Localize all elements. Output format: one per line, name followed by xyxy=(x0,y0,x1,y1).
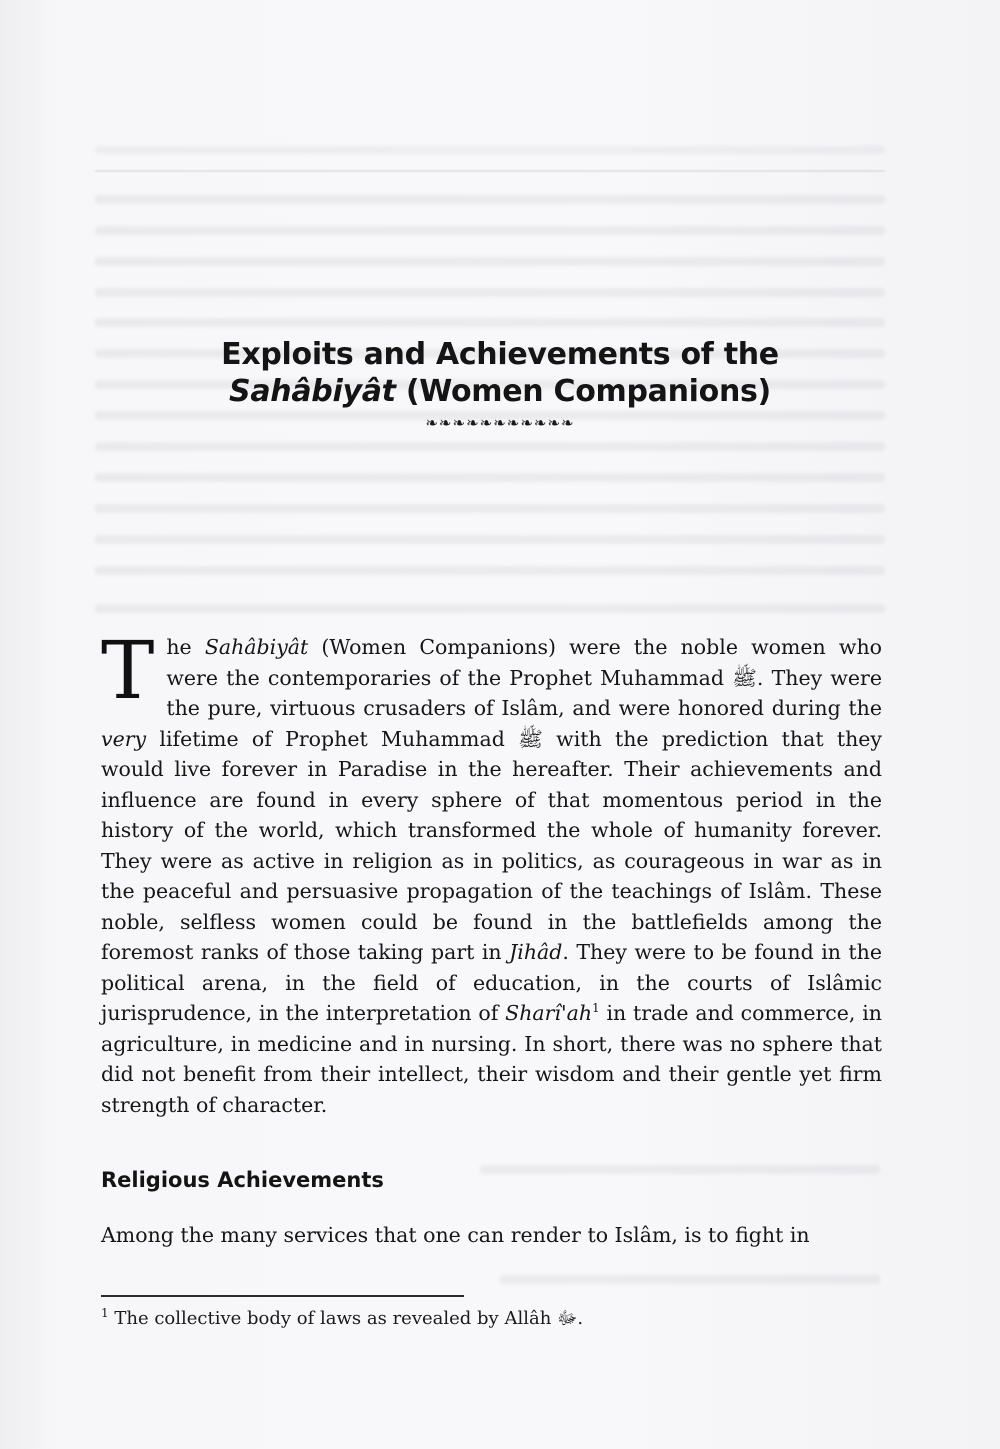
footnote-marker: 1 xyxy=(101,1306,109,1320)
intro-term-sahabiyat: Sahâbiyât xyxy=(204,635,309,659)
bleed-through-line xyxy=(95,473,885,482)
bleed-through-line xyxy=(95,604,885,613)
bleed-through-line xyxy=(500,1275,880,1284)
title-ornament: ❧❧❧❧❧❧❧❧❧❧❧ xyxy=(425,414,575,432)
bleed-through-rule xyxy=(95,170,885,172)
footnote xyxy=(101,1306,882,1332)
bleed-through-line xyxy=(95,288,885,297)
section-heading: Religious Achievements xyxy=(101,1168,384,1192)
chapter-title-line2-rest: (Women Companions) xyxy=(395,374,771,410)
chapter-title xyxy=(0,336,1000,410)
footnote-text: The collective body of laws as revealed by Allâh ﷻ. xyxy=(108,1308,584,1329)
bleed-through-line xyxy=(95,535,885,544)
bleed-through-line xyxy=(95,257,885,266)
drop-cap: T xyxy=(101,624,155,717)
chapter-title-italic-term: Sahâbiyât xyxy=(229,374,396,410)
intro-text: he xyxy=(166,635,205,659)
section-paragraph: Among the many services that one can render to Islâm, is to fight in xyxy=(101,1223,810,1247)
bleed-through-line xyxy=(480,1165,880,1174)
chapter-title-line2 xyxy=(0,373,1000,410)
bleed-through-line xyxy=(95,504,885,513)
intro-text: lifetime of Prophet Muhammad ﷺ with the prediction that they would live forever in Paradise in the hereafter. Their achievements and influence are found in every sphere of that momentous period in the history of the world, which transformed the whole of humanity forever. They were as active in religion as in politics, as courageous in war as in the peaceful and persuasive propagation of the teachings of Islâm. These noble, selfless women could be found in the battlefields among the foremost ranks of those taking part in xyxy=(101,726,882,964)
bleed-through-line xyxy=(95,566,885,575)
intro-term-shariah: Sharî'ah xyxy=(505,1001,593,1025)
intro-text: (Women Companions) were the noble women who were the contemporaries of the Prophet Muhammad ﷺ. They were the pure, virtuous crusaders of Islâm, and were honored during the xyxy=(166,635,882,720)
footnote-divider xyxy=(101,1295,464,1297)
intro-term-jihad: Jihâd xyxy=(509,940,563,964)
bleed-through-line xyxy=(95,226,885,235)
chapter-title-line1: Exploits and Achievements of the xyxy=(221,337,779,373)
bleed-through-line xyxy=(95,442,885,451)
footnote-reference: 1 xyxy=(592,1001,600,1016)
bleed-through-line xyxy=(95,195,885,204)
bleed-through-line xyxy=(95,318,885,327)
intro-paragraph xyxy=(101,624,882,1120)
intro-emphasis-very: very xyxy=(101,726,147,751)
intro-text: . They were to be found in the political arena, in the field of education, in the courts of Islâmic jurisprudence, in the interpretation of xyxy=(101,940,882,1025)
intro-text: in trade and commerce, in agriculture, in medicine and in nursing. In short, there was no sphere that did not benefit from their intellect, their wisdom and their gentle yet firm strength of character. xyxy=(101,1001,882,1117)
bleed-through-header xyxy=(95,146,885,154)
